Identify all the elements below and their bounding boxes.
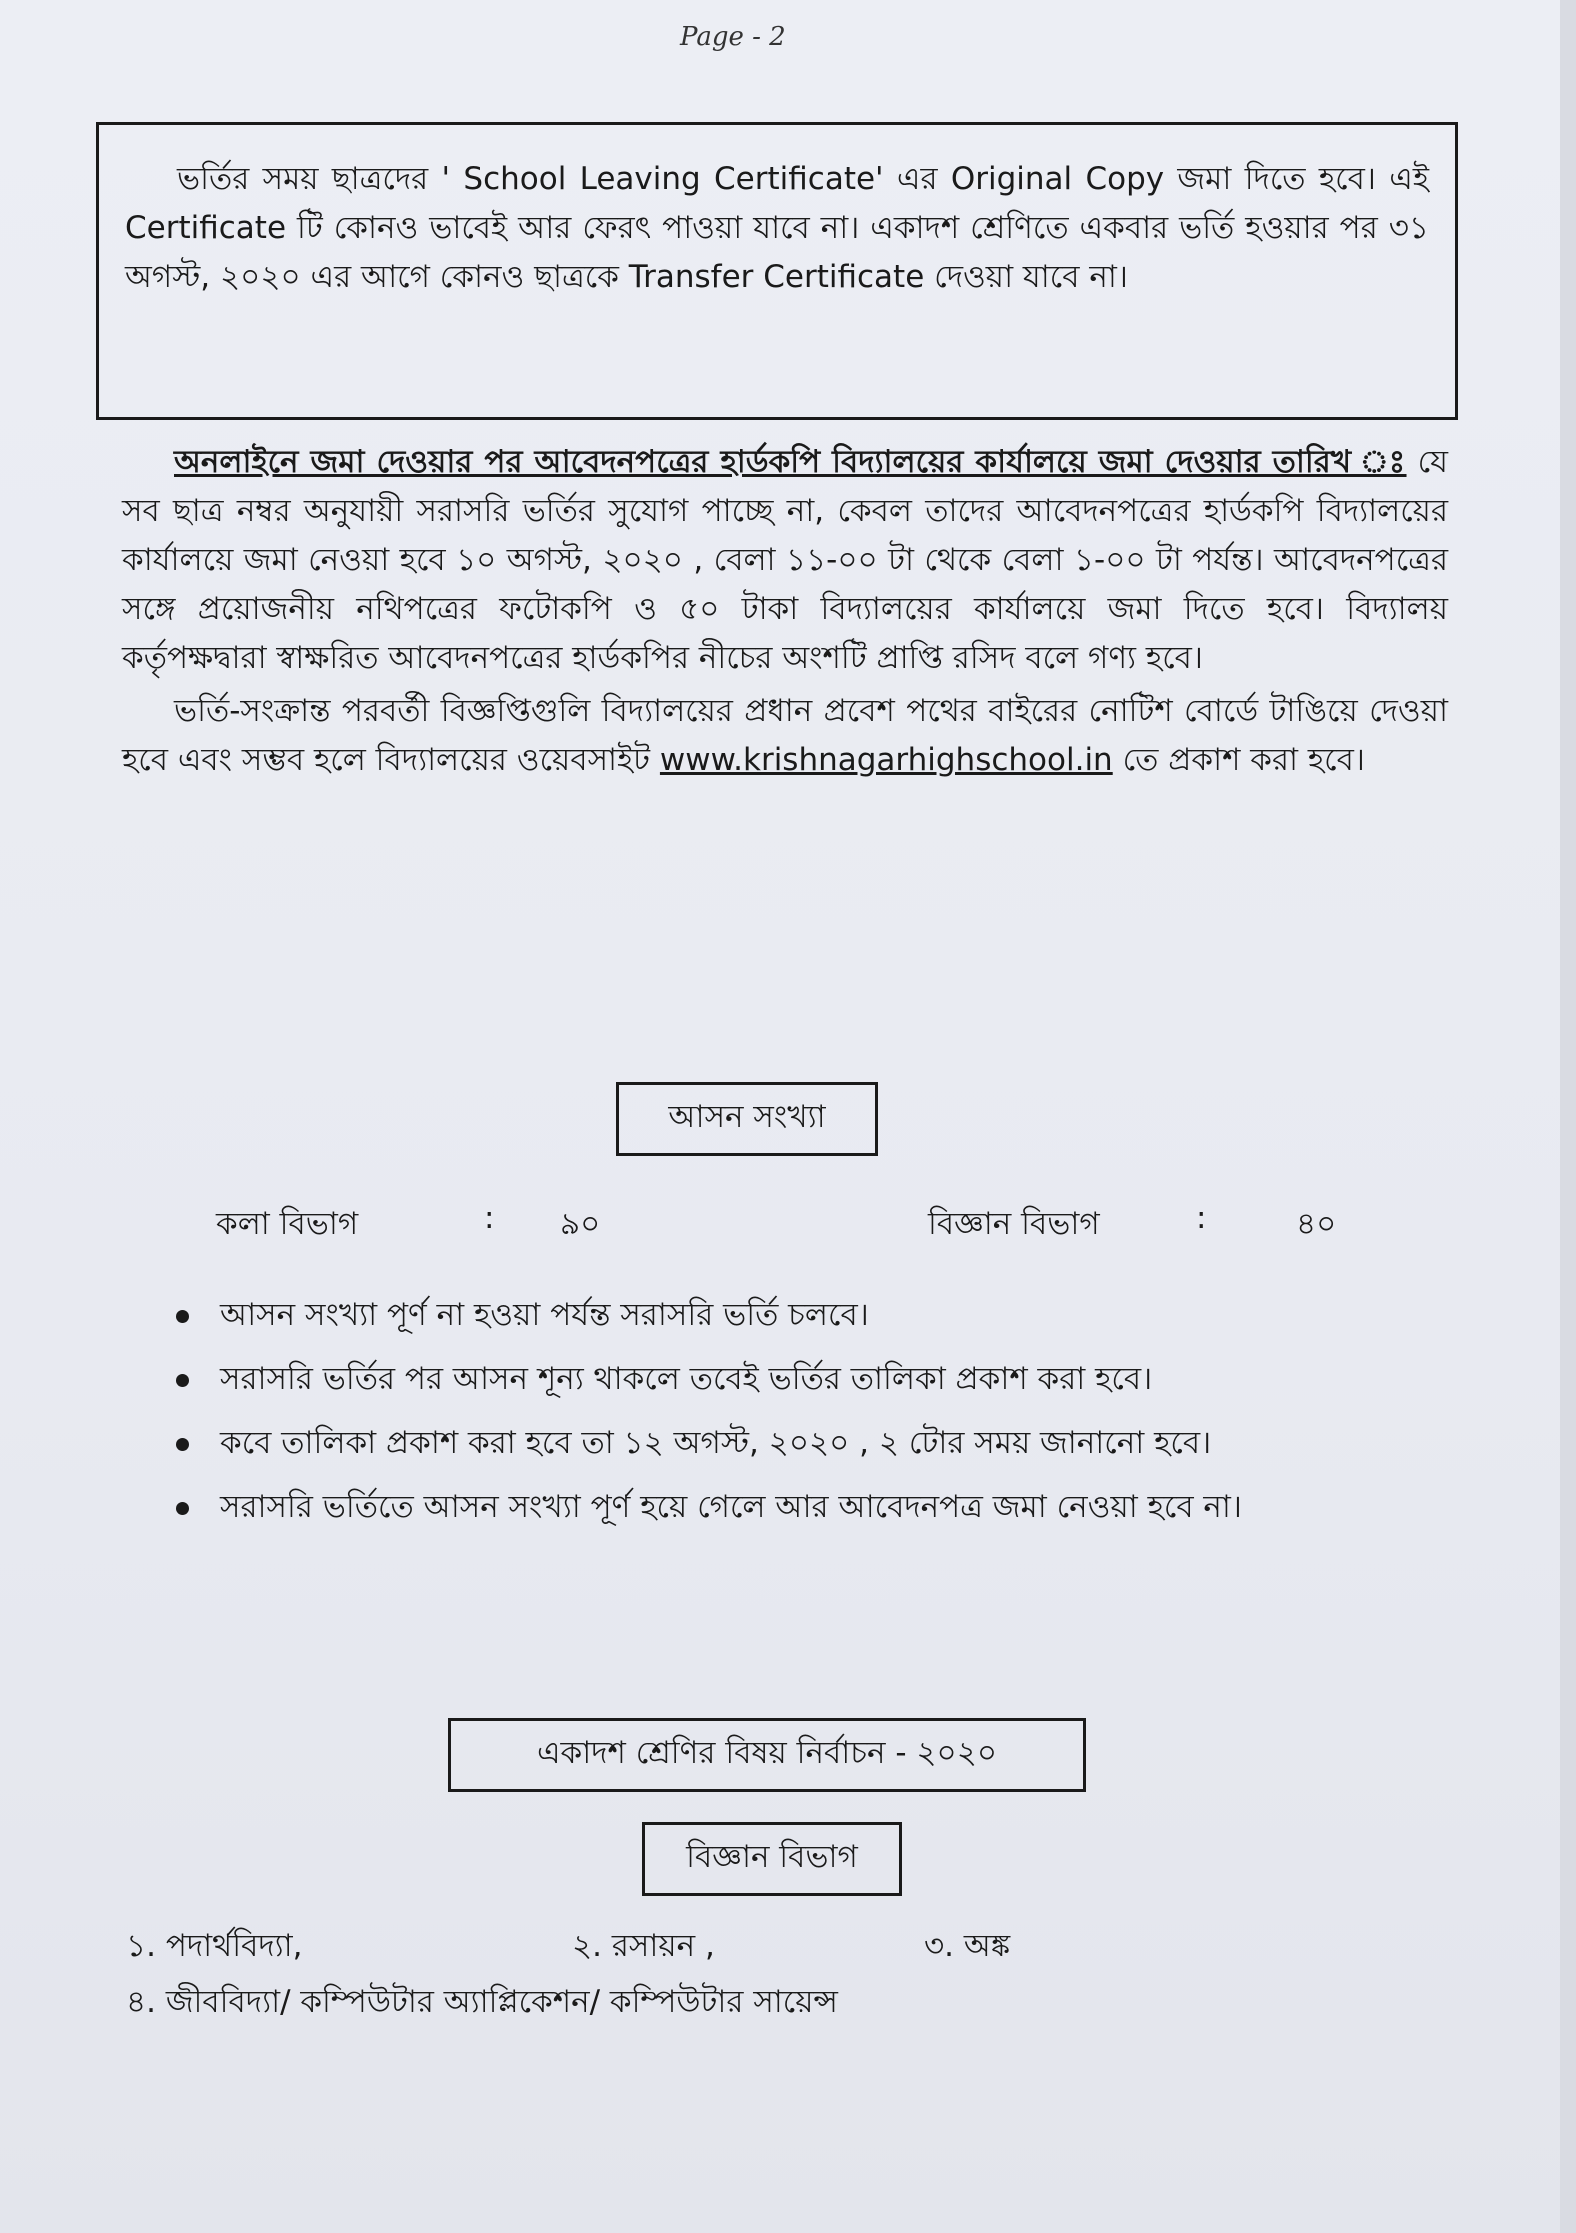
hardcopy-section	[122, 438, 1448, 785]
notice-board-suffix: তে প্রকাশ করা হবে।	[1122, 742, 1365, 778]
subject-chemistry: ২. রসায়ন ,	[572, 1928, 715, 1964]
list-item: সরাসরি ভর্তিতে আসন সংখ্যা পূর্ণ হয়ে গেলে আর আবেদনপত্র জমা নেওয়া হবে না।	[172, 1482, 1436, 1532]
list-item: সরাসরি ভর্তির পর আসন শূন্য থাকলে তবেই ভর্তির তালিকা প্রকাশ করা হবে।	[172, 1354, 1436, 1404]
subject-selection-heading: একাদশ শ্রেণির বিষয় নির্বাচন - ২০২০	[448, 1718, 1086, 1792]
list-item: আসন সংখ্যা পূর্ণ না হওয়া পর্যন্ত সরাসরি ভর্তি চলবে।	[172, 1290, 1436, 1340]
arts-seat-label: কলা বিভাগ	[216, 1206, 359, 1242]
arts-seat-separator: :	[484, 1200, 495, 1236]
hardcopy-paragraph	[122, 438, 1448, 683]
science-department-heading: বিজ্ঞান বিভাগ	[642, 1822, 902, 1896]
list-item: কবে তালিকা প্রকাশ করা হবে তা ১২ অগস্ট, ২০২০ , ২ টোর সময় জানানো হবে।	[172, 1418, 1436, 1468]
science-seat-label: বিজ্ঞান বিভাগ	[928, 1206, 1100, 1242]
arts-seat-value: ৯০	[560, 1206, 601, 1242]
seat-count-heading: আসন সংখ্যা	[616, 1082, 878, 1156]
science-seat-value: ৪০	[1296, 1206, 1337, 1242]
school-website-link[interactable]: www.krishnagarhighschool.in	[659, 742, 1113, 778]
science-seat-separator: :	[1196, 1200, 1207, 1236]
admission-rules-list	[172, 1290, 1436, 1546]
subject-physics: ১. পদার্থবিদ্যা,	[126, 1928, 303, 1964]
subject-biology-computer: ৪. জীববিদ্যা/ কম্পিউটার অ্যাপ্লিকেশন/ কম্পিউটার সায়েন্স	[126, 1984, 838, 2020]
page-number: Page - 2	[680, 22, 786, 52]
hardcopy-heading: অনলাইনে জমা দেওয়ার পর আবেদনপত্রের হার্ডকপি বিদ্যালয়ের কার্যালয়ে জমা দেওয়ার তারিখ ঃ	[174, 444, 1407, 480]
subject-mathematics: ৩. অঙ্ক	[924, 1928, 1011, 1964]
hardcopy-body: যে সব ছাত্র নম্বর অনুযায়ী সরাসরি ভর্তির সুযোগ পাচ্ছে না, কেবল তাদের আবেদনপত্রের হার্ডকপি বিদ্যালয়ের কার্যালয়ে জমা নেওয়া হবে ১০ অগস্ট, ২০২০ , বেলা ১১-০০ টা থেকে বেলা ১-০০ টা পর্যন্ত। আবেদনপত্রের সঙ্গে প্রয়োজনীয় নথিপত্রের ফটোকপি ও ৫০ টাকা বিদ্যালয়ের কার্যালয়ে জমা দিতে হবে। বিদ্যালয় কর্তৃপক্ষদ্বারা স্বাক্ষরিত আবেদনপত্রের হার্ডকপির নীচের অংশটি প্রাপ্তি রসিদ বলে গণ্য হবে।	[122, 444, 1449, 676]
certificate-notice-box	[96, 122, 1458, 420]
certificate-notice-text: ভর্তির সময় ছাত্রদের ' School Leaving Certificate' এর Original Copy জমা দিতে হবে। এই Certificate টি কোনও ভাবেই আর ফেরৎ পাওয়া যাবে না। একাদশ শ্রেণিতে একবার ভর্তি হওয়ার পর ৩১ অগস্ট, ২০২০ এর আগে কোনও ছাত্রকে Transfer Certificate দেওয়া যাবে না।	[125, 161, 1429, 295]
notice-board-paragraph	[122, 687, 1448, 785]
notice-board-text: ভর্তি-সংক্রান্ত পরবর্তী বিজ্ঞপ্তিগুলি বিদ্যালয়ের প্রধান প্রবেশ পথের বাইরের নোটিশ বোর্ডে টাঙিয়ে দেওয়া হবে এবং সম্ভব হলে বিদ্যালয়ের ওয়েবসাইট	[122, 693, 1448, 778]
